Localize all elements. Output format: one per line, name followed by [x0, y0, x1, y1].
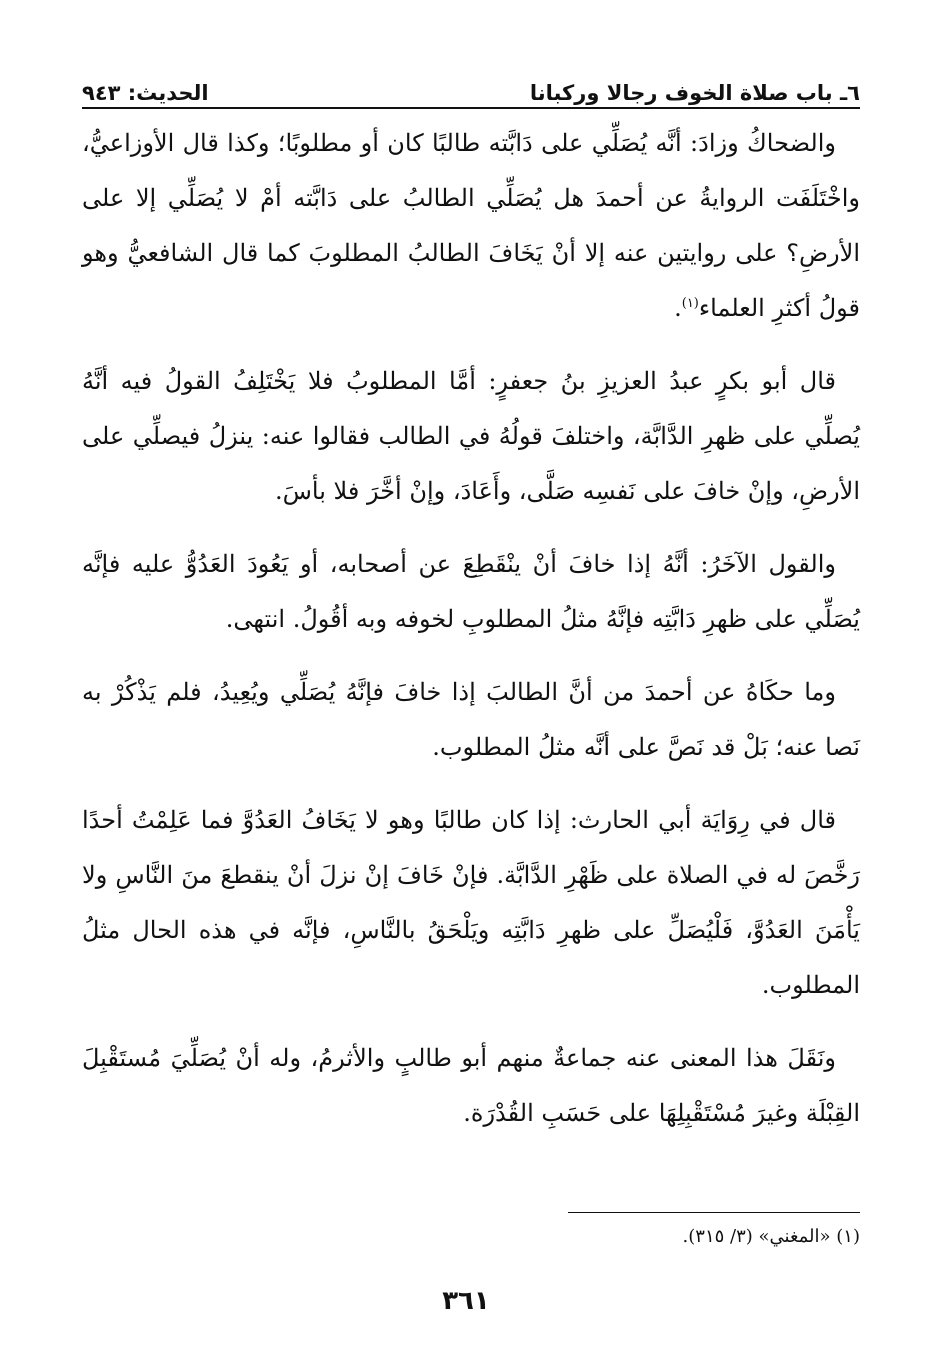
paragraph-tail: . [674, 294, 682, 322]
header-divider [82, 107, 860, 109]
main-text [82, 116, 860, 1141]
paragraph-3: والقول الآخَرُ: أنَّهُ إذا خافَ أنْ ينْقَطِعَ عن أصحابه، أو يَعُودَ العَدُوُّ عليه فإنَّه يُصَلِّي على ظهرِ دَابَّتِه فإنَّهُ مثلُ المطلوبِ لخوفه وبه أقُولُ. انتهى. [82, 550, 860, 633]
page-number: ٣٦١ [442, 1286, 490, 1316]
paragraph-5: قال في رِوَايَة أبي الحارث: إذا كان طالبًا وهو لا يَخَافُ العَدُوَّ فما عَلِمْتُ أحدًا رَخَّصَ له في الصلاة على ظَهْرِ الدَّابَّة. فإنْ خَافَ إنْ نزلَ أنْ ينقطعَ منَ النَّاسِ ولا يَأْمَنَ العَدُوَّ، فَلْيُصَلِّ على ظهرِ دَابَّتِه ويَلْحَقُ بالنَّاسِ، فإنَّه في هذه الحال مثلُ المطلوب. [82, 806, 860, 999]
footnote-reference[interactable]: (١) [681, 296, 699, 311]
footnote: (١) «المغني» (٣/ ٣١٥). [682, 1226, 860, 1247]
hadith-number: الحديث: ٩٤٣ [82, 81, 209, 105]
paragraph-text: والضحاكُ وزادَ: أنَّه يُصَلِّي على دَابَّته طالبًا كان أو مطلوبًا؛ وكذا قال الأوزاعيُّ، واخْتَلَفَت الروايةُ عن أحمدَ هل يُصَلِّي الطالبُ على دَابَّته أمْ لا يُصَلِّي إلا على الأرضِ؟ على روايتين عنه إلا أنْ يَخَافَ الطالبُ المطلوبَ كما قال الشافعيُّ وهو قولُ أكثرِ العلماء [82, 129, 860, 322]
paragraph-1 [82, 116, 860, 336]
footnote-divider [568, 1212, 860, 1213]
paragraph-2: قال أبو بكرٍ عبدُ العزيزِ بنُ جعفرٍ: أمَّا المطلوبُ فلا يَخْتَلِفُ القولُ فيه أنَّهُ يُصلِّي على ظهرِ الدَّابَّة، واختلفَ قولُهُ في الطالب فقالوا عنه: ينزلُ فيصلِّي على الأرضِ، وإنْ خافَ على نَفسِه صَلَّى، وأَعَادَ، وإنْ أخَّرَ فلا بأسَ. [82, 367, 860, 505]
paragraph-4: وما حكَاهُ عن أحمدَ من أنَّ الطالبَ إذا خافَ فإنَّهُ يُصَلِّي ويُعِيدُ، فلم يَذْكُرْ به نَصا عنه؛ بَلْ قد نَصَّ على أنَّه مثلُ المطلوب. [82, 678, 860, 761]
chapter-title: ٦ـ باب صلاة الخوف رجالا وركبانا [529, 81, 860, 105]
paragraph-6: ونَقَلَ هذا المعنى عنه جماعةٌ منهم أبو طالبٍ والأثرمُ، وله أنْ يُصَلِّيَ مُستَقْبِلَ القِبْلَة وغيرَ مُسْتَقْبِلِهَا على حَسَبِ القُدْرَة. [82, 1044, 860, 1127]
running-header [82, 70, 860, 104]
